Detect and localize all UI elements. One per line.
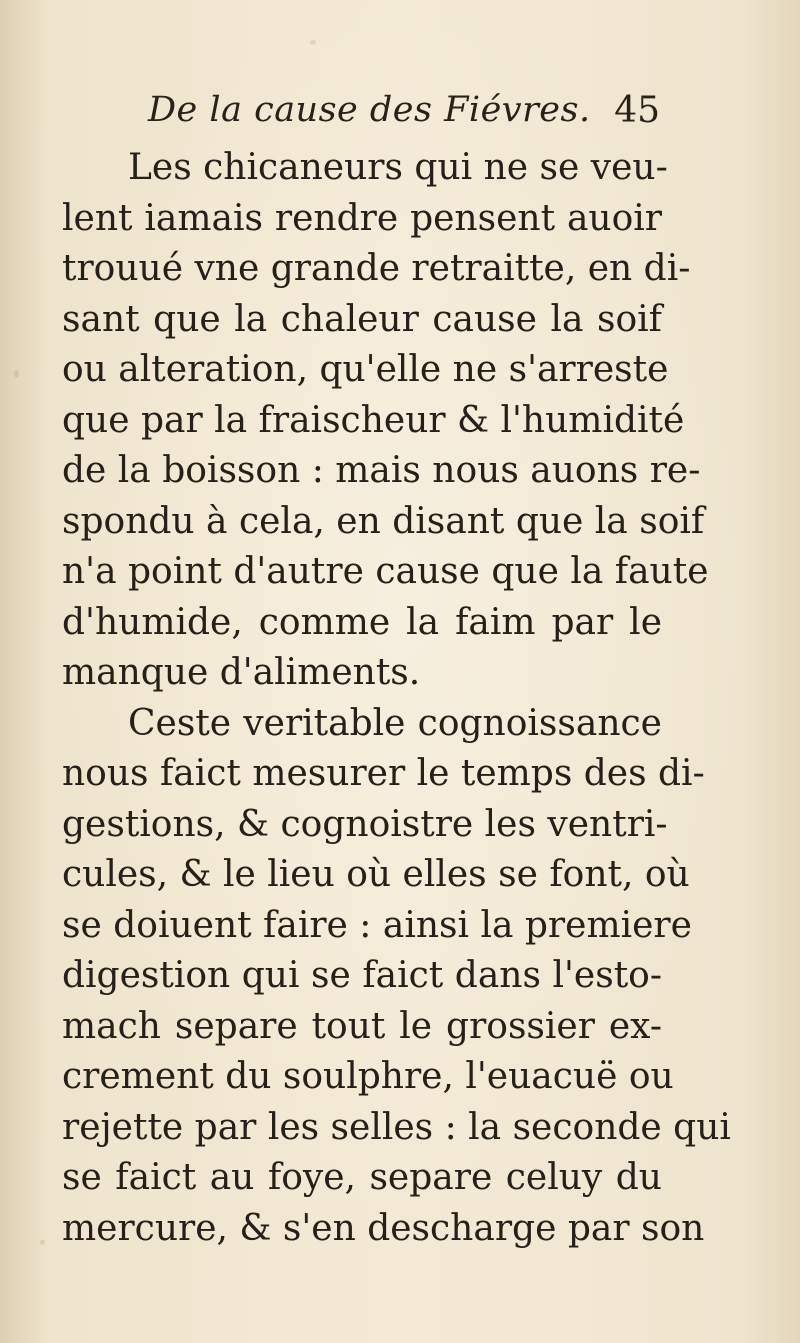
text-line: manque d'aliments.: [62, 652, 421, 693]
text-line: Ceste veritable cognoissance: [128, 702, 662, 744]
paper-speck: [310, 40, 316, 45]
text-line: lent iamais rendre pensent auoir: [62, 197, 662, 239]
paper-speck: [40, 1240, 45, 1245]
text-line: rejette par les selles : la seconde qui: [62, 1106, 731, 1148]
text-line: nous faict mesurer le temps des di-: [62, 753, 705, 794]
page-number: 45: [614, 90, 660, 131]
text-line: gestions, & cognoistre les ventri-: [62, 803, 668, 845]
paper-speck: [14, 370, 19, 378]
text-line: digestion qui se faict dans l'esto-: [62, 955, 662, 996]
text-line: ou alteration, qu'elle ne s'arreste: [62, 349, 669, 390]
text-line: de la boisson : mais nous auons re-: [62, 450, 701, 491]
text-line: d'humide, comme la faim par le: [62, 601, 662, 643]
running-title: De la cause des Fiévres.: [148, 90, 591, 130]
text-line: se faict au foye, separe celuy du: [62, 1157, 662, 1198]
text-line: mercure, & s'en descharge par son: [62, 1207, 705, 1249]
text-line: cules, & le lieu où elles se font, où: [62, 854, 690, 895]
body-text: [62, 143, 731, 1254]
text-line: n'a point d'autre cause que la faute: [62, 551, 709, 592]
text-line: crement du soulphre, l'euacuë ou: [62, 1056, 674, 1097]
text-line: mach separe tout le grossier ex-: [62, 1005, 662, 1047]
text-line: sant que la chaleur cause la soif: [62, 298, 662, 340]
text-line: trouué vne grande retraitte, en di-: [62, 248, 691, 289]
running-head: [140, 80, 660, 140]
text-line: se doiuent faire : ainsi la premiere: [62, 904, 692, 946]
text-line: spondu à cela, en disant que la soif: [62, 500, 705, 542]
text-line: que par la fraischeur & l'humidité: [62, 399, 685, 441]
text-line: Les chicaneurs qui ne se veu-: [128, 147, 668, 188]
